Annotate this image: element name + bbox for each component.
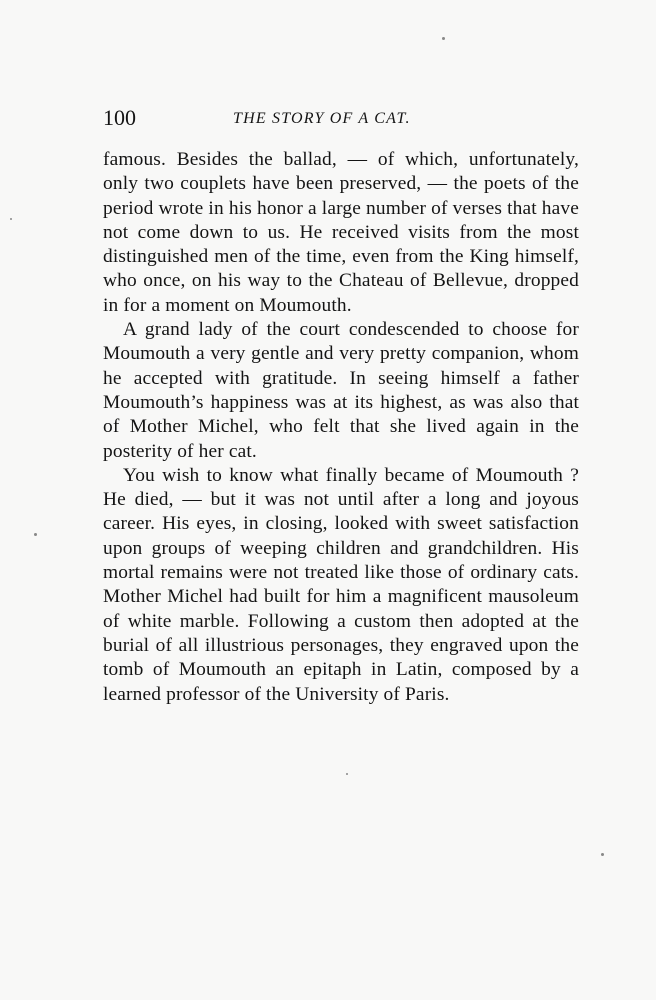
page-number: 100 — [103, 105, 136, 130]
paper-speck — [346, 773, 348, 775]
paper-speck — [601, 853, 604, 856]
paper-speck — [10, 218, 12, 220]
page-header — [103, 103, 581, 133]
paragraph-grand-lady: A grand lady of the court condescended to choose for Moumouth a very gentle and very pretty companion, whom he accepted with gratitude. In seeing himself a father Moumouth’s happiness was at its highest, as was also that of Mother Michel, who felt that she lived again in the posterity of her cat. — [103, 319, 579, 462]
body-text — [103, 148, 579, 707]
paragraph-final-fate: You wish to know what finally became of Moumouth ? He died, — but it was not until after a long and joyous career. His eyes, in closing, looked with sweet satisfaction upon groups of weeping children and grandchildren. His mortal remains were not treated like those of ordinary cats. Mother Michel had built for him a magnificent mausoleum of white marble. Following a custom then adopted at the burial of all illustrious personages, they engraved upon the tomb of Moumouth an epitaph in Latin, composed by a learned professor of the University of Paris. — [103, 464, 579, 705]
paper-speck — [442, 37, 445, 40]
paper-speck — [34, 533, 37, 536]
paragraph-continuation: famous. Besides the ballad, — of which, unfortunately, only two couplets have been preserved, — the poets of the period wrote in his honor a large number of verses that have not come down to us. He received visits from the most distinguished men of the time, even from the King himself, who once, on his way to the Chateau of Bellevue, dropped in for a moment on Moumouth. — [103, 149, 579, 316]
running-title: THE STORY OF A CAT. — [233, 110, 411, 127]
